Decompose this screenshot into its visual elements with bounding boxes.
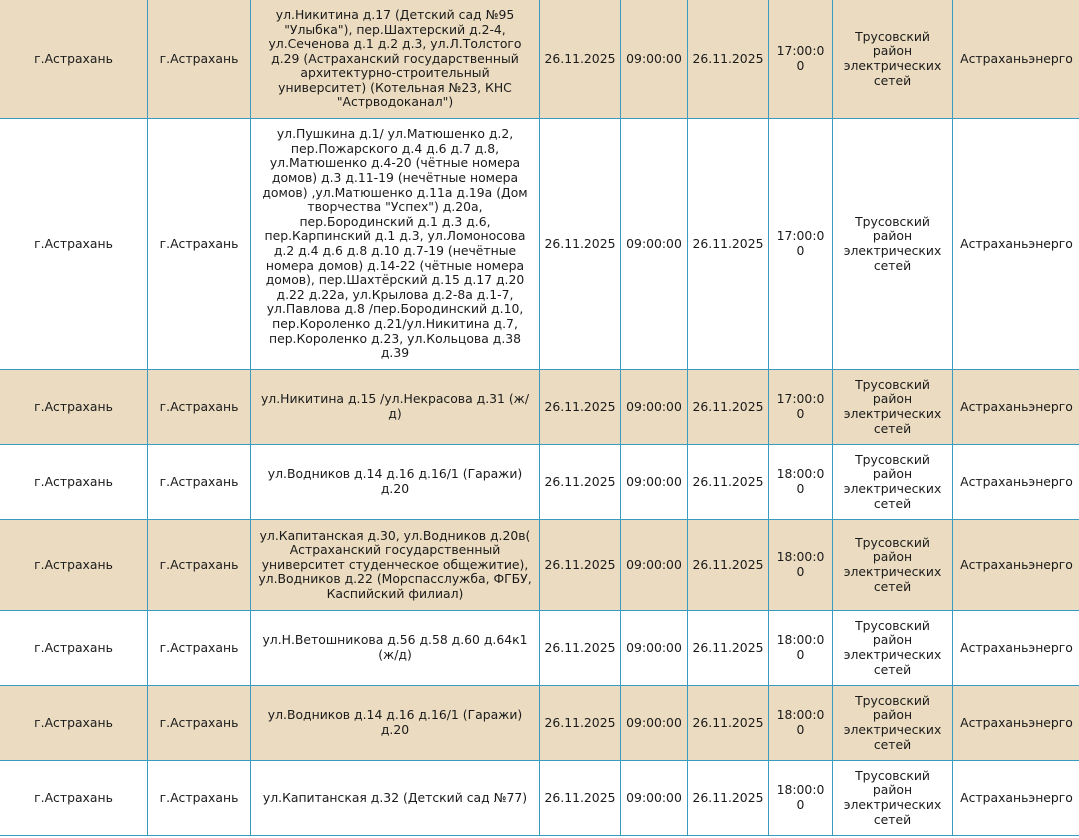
city-cell: г.Астрахань (0, 370, 148, 445)
organization-cell: Астраханьэнерго (953, 611, 1079, 686)
organization-cell: Астраханьэнерго (953, 370, 1079, 445)
address-cell: ул.Н.Ветошникова д.56 д.58 д.60 д.64к1 (ж/д) (251, 611, 540, 686)
end-time-cell: 18:00:00 (769, 686, 833, 761)
city-cell: г.Астрахань (0, 686, 148, 761)
city-cell: г.Астрахань (0, 761, 148, 836)
end-time-cell: 18:00:00 (769, 445, 833, 520)
settlement-cell: г.Астрахань (148, 445, 251, 520)
end-time-cell: 18:00:00 (769, 611, 833, 686)
table-row (0, 761, 1079, 836)
settlement-cell: г.Астрахань (148, 611, 251, 686)
organization-cell: Астраханьэнерго (953, 761, 1079, 836)
address-cell: ул.Никитина д.15 /ул.Некрасова д.31 (ж/д) (251, 370, 540, 445)
city-cell: г.Астрахань (0, 520, 148, 611)
district-cell: Трусовский район электрических сетей (833, 686, 953, 761)
end-date-cell: 26.11.2025 (688, 520, 769, 611)
start-date-cell: 26.11.2025 (540, 119, 621, 370)
end-time-cell: 18:00:00 (769, 761, 833, 836)
organization-cell: Астраханьэнерго (953, 445, 1079, 520)
city-cell: г.Астрахань (0, 611, 148, 686)
start-time-cell: 09:00:00 (621, 761, 688, 836)
organization-cell: Астраханьэнерго (953, 0, 1079, 119)
start-time-cell: 09:00:00 (621, 520, 688, 611)
start-time-cell: 09:00:00 (621, 611, 688, 686)
city-cell: г.Астрахань (0, 0, 148, 119)
start-time-cell: 09:00:00 (621, 445, 688, 520)
district-cell: Трусовский район электрических сетей (833, 119, 953, 370)
start-time-cell: 09:00:00 (621, 0, 688, 119)
start-date-cell: 26.11.2025 (540, 686, 621, 761)
organization-cell: Астраханьэнерго (953, 520, 1079, 611)
table-row (0, 119, 1079, 370)
city-cell: г.Астрахань (0, 119, 148, 370)
start-date-cell: 26.11.2025 (540, 761, 621, 836)
table-row (0, 686, 1079, 761)
district-cell: Трусовский район электрических сетей (833, 761, 953, 836)
settlement-cell: г.Астрахань (148, 370, 251, 445)
table-row (0, 520, 1079, 611)
end-date-cell: 26.11.2025 (688, 370, 769, 445)
start-time-cell: 09:00:00 (621, 119, 688, 370)
settlement-cell: г.Астрахань (148, 686, 251, 761)
start-date-cell: 26.11.2025 (540, 370, 621, 445)
district-cell: Трусовский район электрических сетей (833, 445, 953, 520)
end-date-cell: 26.11.2025 (688, 611, 769, 686)
end-time-cell: 17:00:00 (769, 0, 833, 119)
settlement-cell: г.Астрахань (148, 119, 251, 370)
settlement-cell: г.Астрахань (148, 520, 251, 611)
organization-cell: Астраханьэнерго (953, 686, 1079, 761)
district-cell: Трусовский район электрических сетей (833, 520, 953, 611)
table-row (0, 0, 1079, 119)
start-time-cell: 09:00:00 (621, 370, 688, 445)
end-time-cell: 18:00:00 (769, 520, 833, 611)
start-date-cell: 26.11.2025 (540, 611, 621, 686)
district-cell: Трусовский район электрических сетей (833, 0, 953, 119)
start-date-cell: 26.11.2025 (540, 520, 621, 611)
organization-cell: Астраханьэнерго (953, 119, 1079, 370)
address-cell: ул.Никитина д.17 (Детский сад №95 "Улыбка"), пер.Шахтерский д.2-4, ул.Сеченова д.1 д.2 д.3, ул.Л.Толстого д.29 (Астраханский государственный архитектурно-строительный университет) (Котельная №23, КНС "Астрводоканал") (251, 0, 540, 119)
address-cell: ул.Капитанская д.32 (Детский сад №77) (251, 761, 540, 836)
settlement-cell: г.Астрахань (148, 0, 251, 119)
city-cell: г.Астрахань (0, 445, 148, 520)
address-cell: ул.Пушкина д.1/ ул.Матюшенко д.2, пер.Пожарского д.4 д.6 д.7 д.8, ул.Матюшенко д.4-20 (чётные номера домов) д.3 д.11-19 (нечётные номера домов) ,ул.Матюшенко д.11а д.19а (Дом творчества "Успех") д.20а, пер.Бородинский д.1 д.3 д.6, пер.Карпинский д.1 д.3, ул.Ломоносова д.2 д.4 д.6 д.8 д.10 д.7-19 (нечётные номера домов) д.14-22 (чётные номера домов), пер.Шахтёрский д.15 д.17 д.20 д.22 д.22а, ул.Крылова д.2-8а д.1-7, ул.Павлова д.8 /пер.Бородинский д.10, пер.Короленко д.21/ул.Никитина д.7, пер.Короленко д.23, ул.Кольцова д.38 д.39 (251, 119, 540, 370)
start-time-cell: 09:00:00 (621, 686, 688, 761)
end-date-cell: 26.11.2025 (688, 686, 769, 761)
end-date-cell: 26.11.2025 (688, 761, 769, 836)
address-cell: ул.Капитанская д.30, ул.Водников д.20в( Астраханский государственный университет студенческое общежитие), ул.Водников д.22 (Морспасслужба, ФГБУ, Каспийский филиал) (251, 520, 540, 611)
table-row (0, 370, 1079, 445)
end-date-cell: 26.11.2025 (688, 445, 769, 520)
start-date-cell: 26.11.2025 (540, 445, 621, 520)
start-date-cell: 26.11.2025 (540, 0, 621, 119)
table-row (0, 445, 1079, 520)
end-time-cell: 17:00:00 (769, 370, 833, 445)
district-cell: Трусовский район электрических сетей (833, 611, 953, 686)
table-row (0, 611, 1079, 686)
district-cell: Трусовский район электрических сетей (833, 370, 953, 445)
address-cell: ул.Водников д.14 д.16 д.16/1 (Гаражи) д.20 (251, 686, 540, 761)
settlement-cell: г.Астрахань (148, 761, 251, 836)
end-time-cell: 17:00:00 (769, 119, 833, 370)
address-cell: ул.Водников д.14 д.16 д.16/1 (Гаражи) д.20 (251, 445, 540, 520)
end-date-cell: 26.11.2025 (688, 0, 769, 119)
end-date-cell: 26.11.2025 (688, 119, 769, 370)
